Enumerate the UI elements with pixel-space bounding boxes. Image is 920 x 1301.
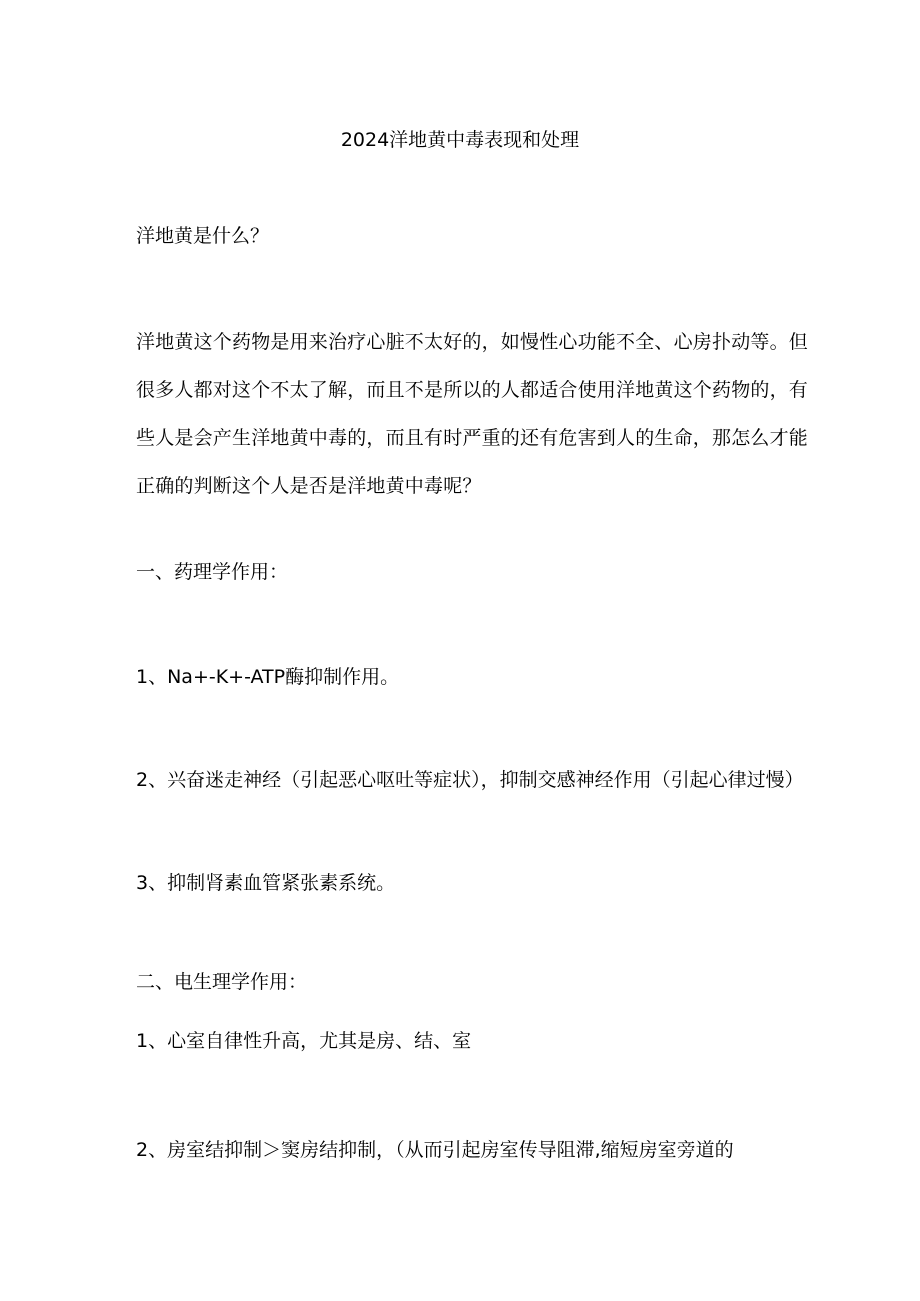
document-title: 2024洋地黄中毒表现和处理 <box>340 129 580 151</box>
list-item: 1、心室自律性升高，尤其是房、结、室 <box>136 1030 472 1052</box>
list-item: 1、Na+-K+-ATP酶抑制作用。 <box>136 666 400 688</box>
intro-line: 洋地黄这个药物是用来治疗心脏不太好的，如慢性心功能不全、心房扑动等。但 <box>136 331 809 353</box>
intro-line: 正确的判断这个人是否是洋地黄中毒呢？ <box>136 475 482 497</box>
intro-paragraph <box>136 318 809 510</box>
intro-line: 些人是会产生洋地黄中毒的，而且有时严重的还有危害到人的生命，那怎么才能 <box>136 427 809 449</box>
list-item: 2、兴奋迷走神经（引起恶心呕吐等症状），抑制交感神经作用（引起心律过慢） <box>136 769 804 791</box>
section-heading-pharmacology: 一、药理学作用： <box>136 561 289 583</box>
question-heading: 洋地黄是什么？ <box>136 225 270 247</box>
list-item: 3、抑制肾素血管紧张素系统。 <box>136 872 396 894</box>
list-item: 2、房室结抑制＞窦房结抑制，（从而引起房室传导阻滞,缩短房室旁道的 <box>136 1139 734 1161</box>
intro-line: 很多人都对这个不太了解，而且不是所以的人都适合使用洋地黄这个药物的，有 <box>136 379 809 401</box>
section-heading-electrophysiology: 二、电生理学作用： <box>136 971 308 993</box>
